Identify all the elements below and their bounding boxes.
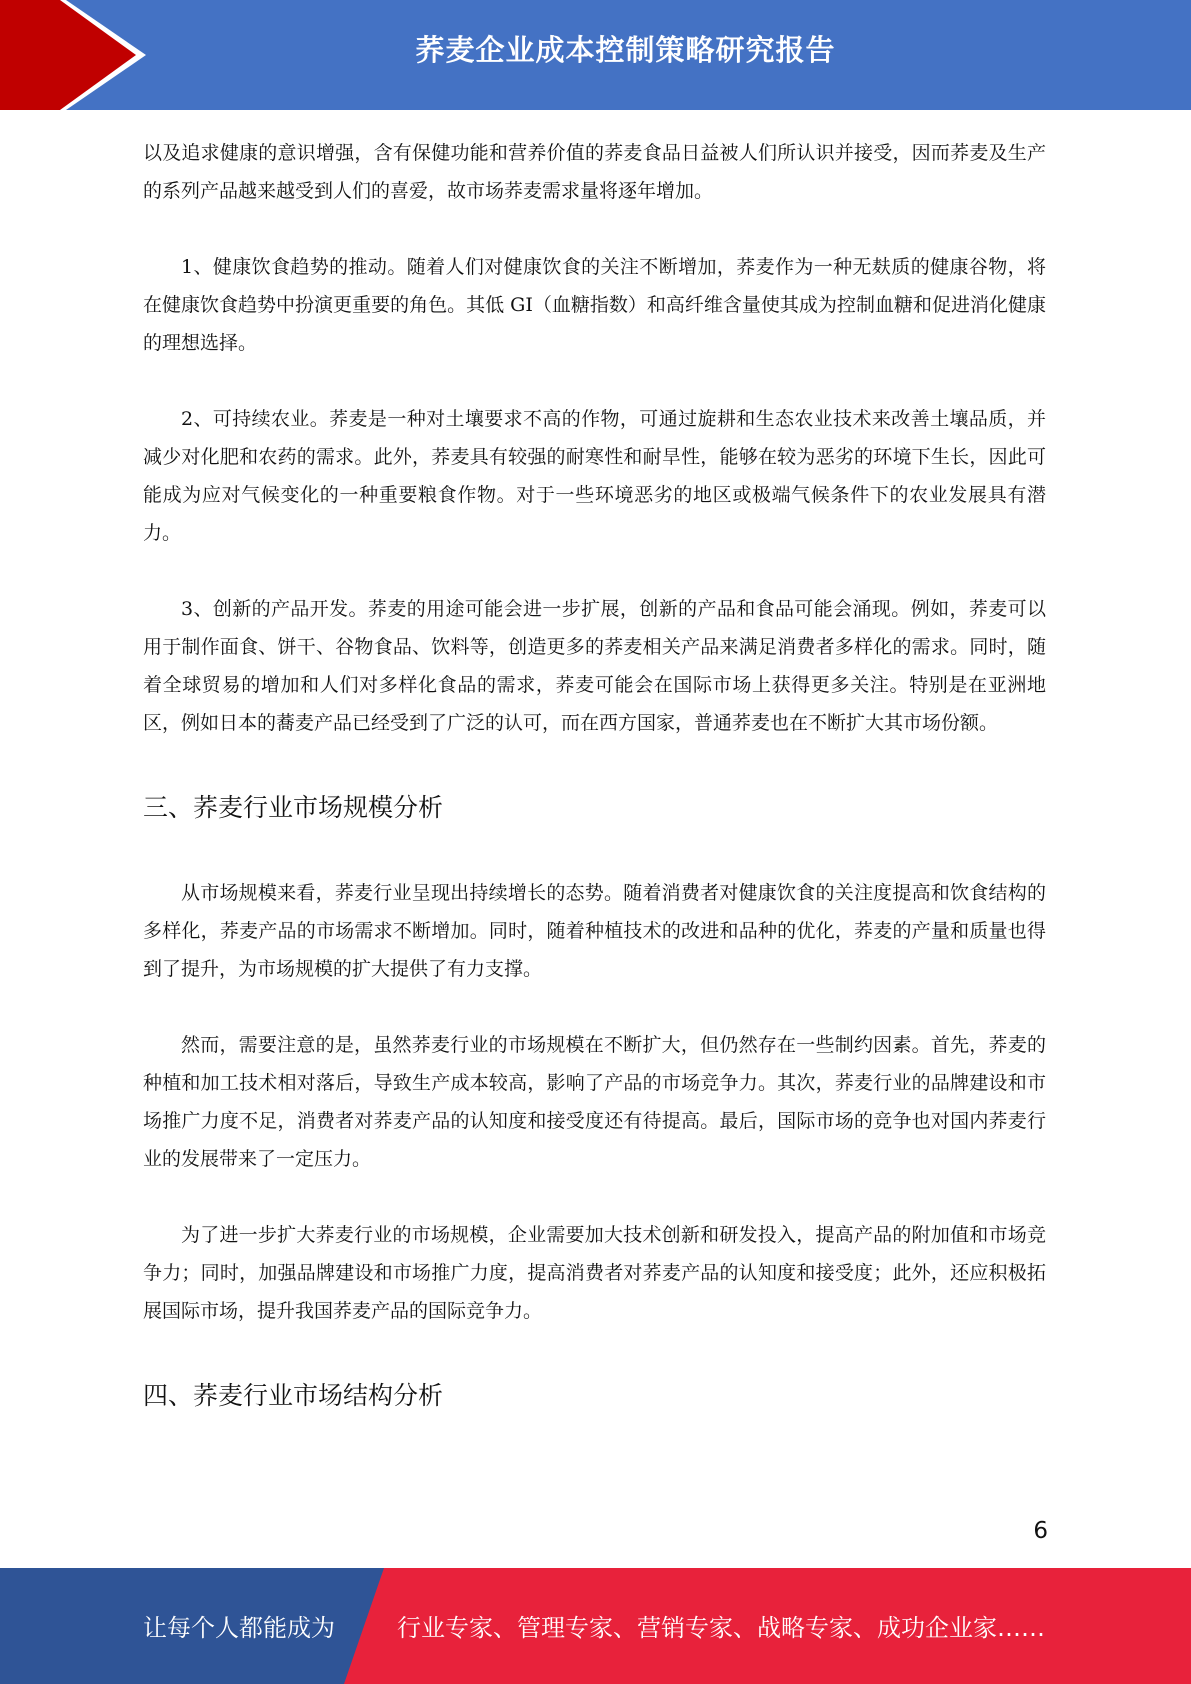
paragraph-health-trend: 1、健康饮食趋势的推动。随着人们对健康饮食的关注不断增加，荞麦作为一种无麸质的健康谷物，将在健康饮食趋势中扮演更重要的角色。其低 GI（血糖指数）和高纤维含量使其成为控制血糖和促进消化健康的理想选择。 <box>143 256 1046 354</box>
page-header <box>0 0 1191 110</box>
footer-slogan-right: 行业专家、管理专家、营销专家、战略专家、成功企业家…… <box>397 1614 1045 1642</box>
chevron-decoration-icon <box>0 0 160 110</box>
section-heading-market-structure: 四、荞麦行业市场结构分析 <box>143 1381 444 1410</box>
paragraph-constraints: 然而，需要注意的是，虽然荞麦行业的市场规模在不断扩大，但仍然存在一些制约因素。首先，荞麦的种植和加工技术相对落后，导致生产成本较高，影响了产品的市场竞争力。其次，荞麦行业的品牌建设和市场推广力度不足，消费者对荞麦产品的认知度和接受度还有待提高。最后，国际市场的竞争也对国内荞麦行业的发展带来了一定压力。 <box>143 1034 1046 1170</box>
section-heading-market-size: 三、荞麦行业市场规模分析 <box>143 793 444 822</box>
footer-slogan-left: 让每个人都能成为 <box>143 1614 335 1642</box>
page-footer <box>0 1568 1191 1684</box>
paragraph-continuation: 以及追求健康的意识增强，含有保健功能和营养价值的荞麦食品日益被人们所认识并接受，因而荞麦及生产的系列产品越来越受到人们的喜爱，故市场荞麦需求量将逐年增加。 <box>143 142 1046 202</box>
page-number: 6 <box>1033 1518 1048 1544</box>
paragraph-market-growth: 从市场规模来看，荞麦行业呈现出持续增长的态势。随着消费者对健康饮食的关注度提高和饮食结构的多样化，荞麦产品的市场需求不断增加。同时，随着种植技术的改进和品种的优化，荞麦的产量和质量也得到了提升，为市场规模的扩大提供了有力支撑。 <box>143 882 1046 980</box>
report-title: 荞麦企业成本控制策略研究报告 <box>415 33 836 67</box>
main-content <box>143 134 1046 1414</box>
paragraph-product-innovation: 3、创新的产品开发。荞麦的用途可能会进一步扩展，创新的产品和食品可能会涌现。例如，荞麦可以用于制作面食、饼干、谷物食品、饮料等，创造更多的荞麦相关产品来满足消费者多样化的需求。同时，随着全球贸易的增加和人们对多样化食品的需求，荞麦可能会在国际市场上获得更多关注。特别是在亚洲地区，例如日本的蕎麦产品已经受到了广泛的认可，而在西方国家，普通荞麦也在不断扩大其市场份额。 <box>143 598 1046 734</box>
paragraph-recommendations: 为了进一步扩大荞麦行业的市场规模，企业需要加大技术创新和研发投入，提高产品的附加值和市场竞争力；同时，加强品牌建设和市场推广力度，提高消费者对荞麦产品的认知度和接受度；此外，还应积极拓展国际市场，提升我国荞麦产品的国际竞争力。 <box>143 1224 1046 1322</box>
paragraph-sustainable-agriculture: 2、可持续农业。荞麦是一种对土壤要求不高的作物，可通过旋耕和生态农业技术来改善土壤品质，并减少对化肥和农药的需求。此外，荞麦具有较强的耐寒性和耐旱性，能够在较为恶劣的环境下生长，因此可能成为应对气候变化的一种重要粮食作物。对于一些环境恶劣的地区或极端气候条件下的农业发展具有潜力。 <box>143 408 1046 544</box>
